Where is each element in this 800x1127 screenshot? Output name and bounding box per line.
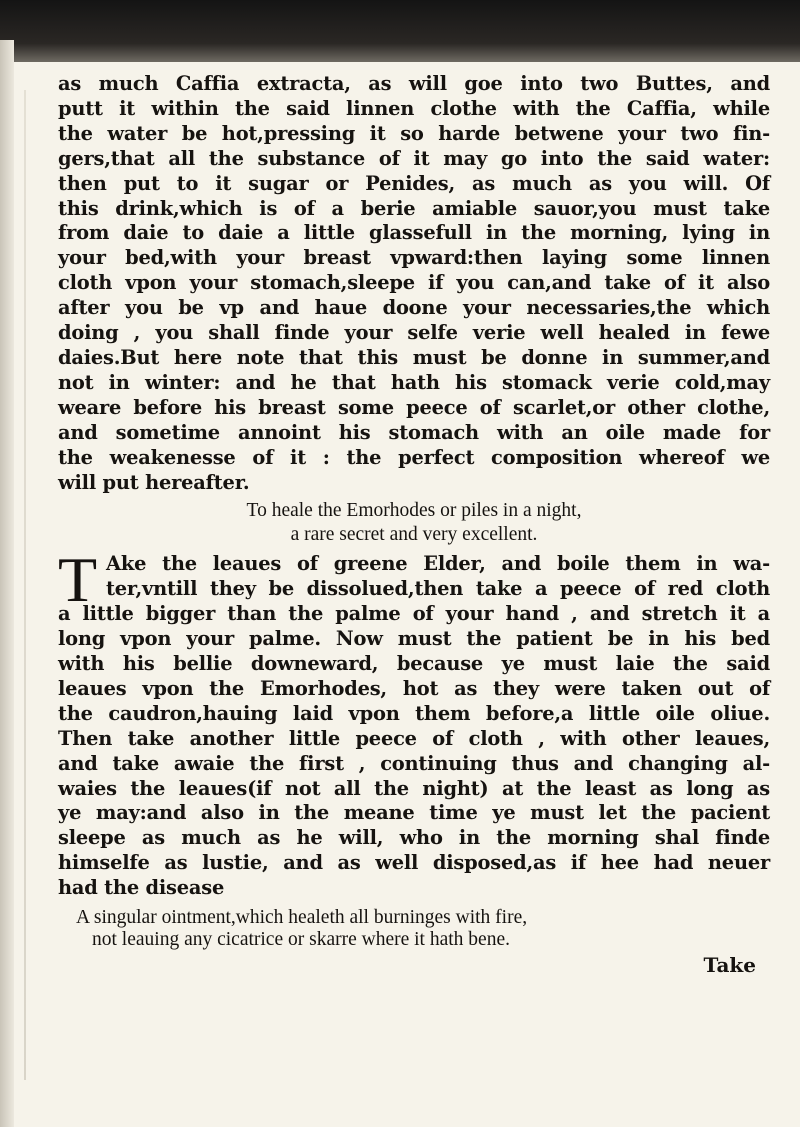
next-recipe-heading-line: A singular ointment,which healeth all burninges with fire,: [76, 907, 528, 929]
text-line: your bed,with your breast vpward:then laying some linnen: [58, 246, 770, 270]
recipe-paragraph: [58, 544, 770, 901]
text-line: and sometime annoint his stomach with an oile made for: [58, 420, 770, 444]
text-line: waies the leaues(if not all the night) at the least as long as: [58, 776, 770, 800]
text-line: ter,vntill they be dissolued,then take a peece of red cloth: [106, 577, 770, 601]
text-line: and take awaie the first , continuing thus and changing al-: [58, 751, 770, 775]
text-line: himselfe as lustie, and as well disposed,as if hee had neuer: [58, 851, 770, 875]
text-line: daies.But here note that this must be donne in summer,and: [58, 345, 770, 369]
text-line: as much Caffia extracta, as will goe into two Buttes, and: [58, 72, 770, 95]
text-line: gers,that all the substance of it may go into the said water:: [58, 146, 770, 170]
catchword: Take: [703, 953, 756, 978]
text-line: then put to it sugar or Penides, as much as you will. Of: [58, 171, 770, 195]
recipe-heading-line: a rare secret and very excellent.: [290, 523, 538, 545]
text-line: cloth vpon your stomach,sleepe if you can,and take of it also: [58, 271, 770, 295]
text-line: ye may:and also in the meane time ye must let the pacient: [58, 801, 770, 825]
text-line: leaues vpon the Emorhodes, hot as they were taken out of: [58, 676, 770, 700]
book-gutter-edge: [0, 40, 14, 1127]
book-top-edge: [0, 0, 800, 62]
text-line: from daie to daie a little glassefull in the morning, lying in: [58, 221, 770, 245]
intro-paragraph: [58, 72, 770, 495]
drop-cap: T: [58, 544, 98, 616]
text-line: after you be vp and haue doone your necessaries,the which: [58, 296, 770, 320]
text-line: a little bigger than the palme of your hand , and stretch it a: [58, 602, 770, 626]
text-line: long vpon your palme. Now must the patient be in his bed: [58, 627, 770, 651]
text-line: this drink,which is of a berie amiable sauor,you must take: [58, 196, 770, 220]
text-line: Ake the leaues of greene Elder, and boile them in wa-: [106, 552, 770, 576]
text-line: the weakenesse of it : the perfect composition whereof we: [58, 445, 770, 469]
text-line: will put hereafter.: [58, 470, 250, 494]
text-line: doing , you shall finde your selfe verie well healed in fewe: [58, 321, 770, 345]
page-crease: [24, 90, 26, 1080]
text-line: had the disease: [58, 876, 225, 900]
text-line: not in winter: and he that hath his stomack verie cold,may: [58, 370, 770, 394]
book-page: [58, 72, 770, 977]
recipe-heading: [58, 499, 770, 546]
text-line: Then take another little peece of cloth , with other leaues,: [58, 726, 770, 750]
text-line: sleepe as much as he will, who in the morning shal finde: [58, 826, 770, 850]
text-line: weare before his breast some peece of scarlet,or other clothe,: [58, 395, 770, 419]
text-line: putt it within the said linnen clothe with the Caffia, while: [58, 96, 770, 120]
next-recipe-heading-line: not leauing any cicatrice or skarre where it hath bene.: [92, 929, 510, 951]
text-line: with his bellie downeward, because ye must laie the said: [58, 652, 770, 676]
text-line: the caudron,hauing laid vpon them before,a little oile oliue.: [58, 701, 770, 725]
text-line: the water be hot,pressing it so harde betwene your two fin-: [58, 121, 770, 145]
recipe-heading-line: To heale the Emorhodes or piles in a night,: [246, 500, 582, 522]
next-recipe-heading: [76, 907, 770, 951]
